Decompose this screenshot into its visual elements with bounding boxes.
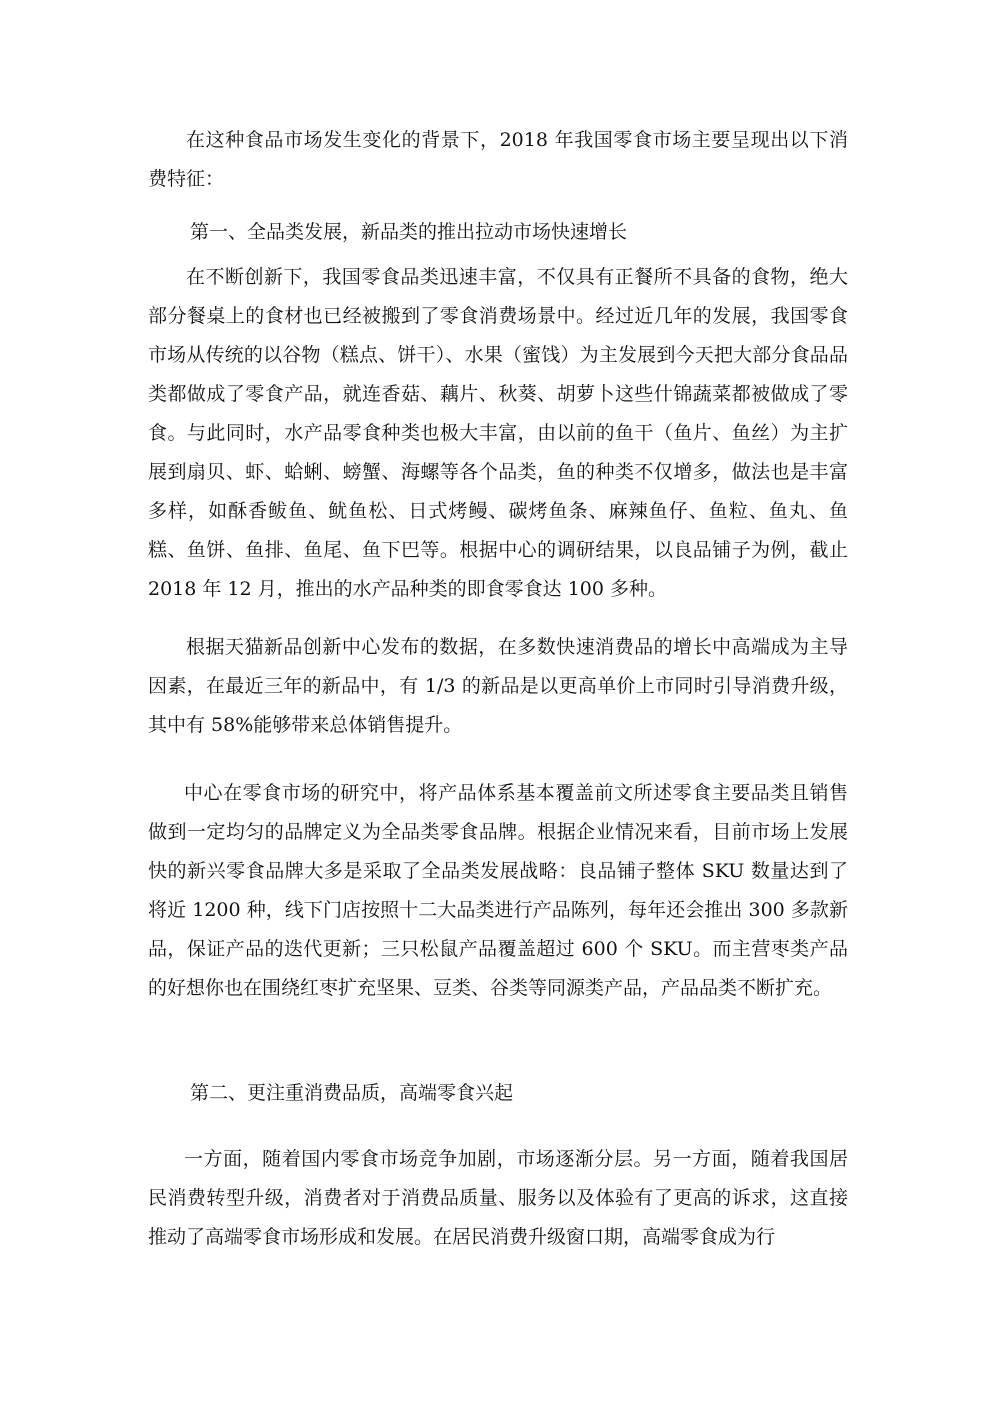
body-paragraph-category-expansion: 在不断创新下，我国零食品类迅速丰富，不仅具有正餐所不具备的食物，绝大部分餐桌上的食材也已经被搬到了零食消费场景中。经过近几年的发展，我国零食市场从传统的以谷物（糕点、饼干）、水果（蜜饯）为主发展到今天把大部分食品品类都做成了零食产品，就连香菇、藕片、秋葵、胡萝卜这些什锦蔬菜都被做成了零食。与此同时，水产品零食种类也极大丰富，由以前的鱼干（鱼片、鱼丝）为主扩展到扇贝、虾、蛤蜊、螃蟹、海螺等各个品类，鱼的种类不仅增多，做法也是丰富多样，如酥香鲅鱼、鱿鱼松、日式烤鳗、碳烤鱼条、麻辣鱼仔、鱼粒、鱼丸、鱼糕、鱼饼、鱼排、鱼尾、鱼下巴等。根据中心的调研结果，以良品铺子为例，截止 2018 年 12 月，推出的水产品种类的即食零食达 100 多种。 (148, 266, 848, 600)
body-paragraph-full-category-brands: 中心在零食市场的研究中，将产品体系基本覆盖前文所述零食主要品类且销售做到一定均匀的品牌定义为全品类零食品牌。根据企业情况来看，目前市场上发展快的新兴零食品牌大多是采取了全品类发展战略：良品铺子整体 SKU 数量达到了将近 1200 种，线下门店按照十二大品类进行产品陈列，每年还会推出 300 多款新品，保证产品的迭代更新；三只松鼠产品覆盖超过 600 个 SKU。而主营枣类产品的好想你也在围绕红枣扩充坚果、豆类、谷类等同源类产品，产品品类不断扩充。 (148, 782, 848, 999)
body-paragraph-premium-snacks: 一方面，随着国内零食市场竞争加剧，市场逐渐分层。另一方面，随着我国居民消费转型升级，消费者对于消费品质量、服务以及体验有了更高的诉求，这直接推动了高端零食市场形成和发展。在居民消费升级窗口期，高端零食成为行 (148, 1148, 848, 1248)
body-paragraph-tmall-data: 根据天猫新品创新中心发布的数据，在多数快速消费品的增长中高端成为主导因素，在最近三年的新品中，有 1/3 的新品是以更高单价上市同时引导消费升级，其中有 58%能够带来总体销售提升。 (148, 636, 848, 736)
section-heading-first: 第一、全品类发展，新品类的推出拉动市场快速增长 (190, 221, 628, 243)
section-heading-second: 第二、更注重消费品质，高端零食兴起 (190, 1082, 514, 1104)
intro-paragraph: 在这种食品市场发生变化的背景下，2018 年我国零食市场主要呈现出以下消费特征： (148, 129, 848, 190)
